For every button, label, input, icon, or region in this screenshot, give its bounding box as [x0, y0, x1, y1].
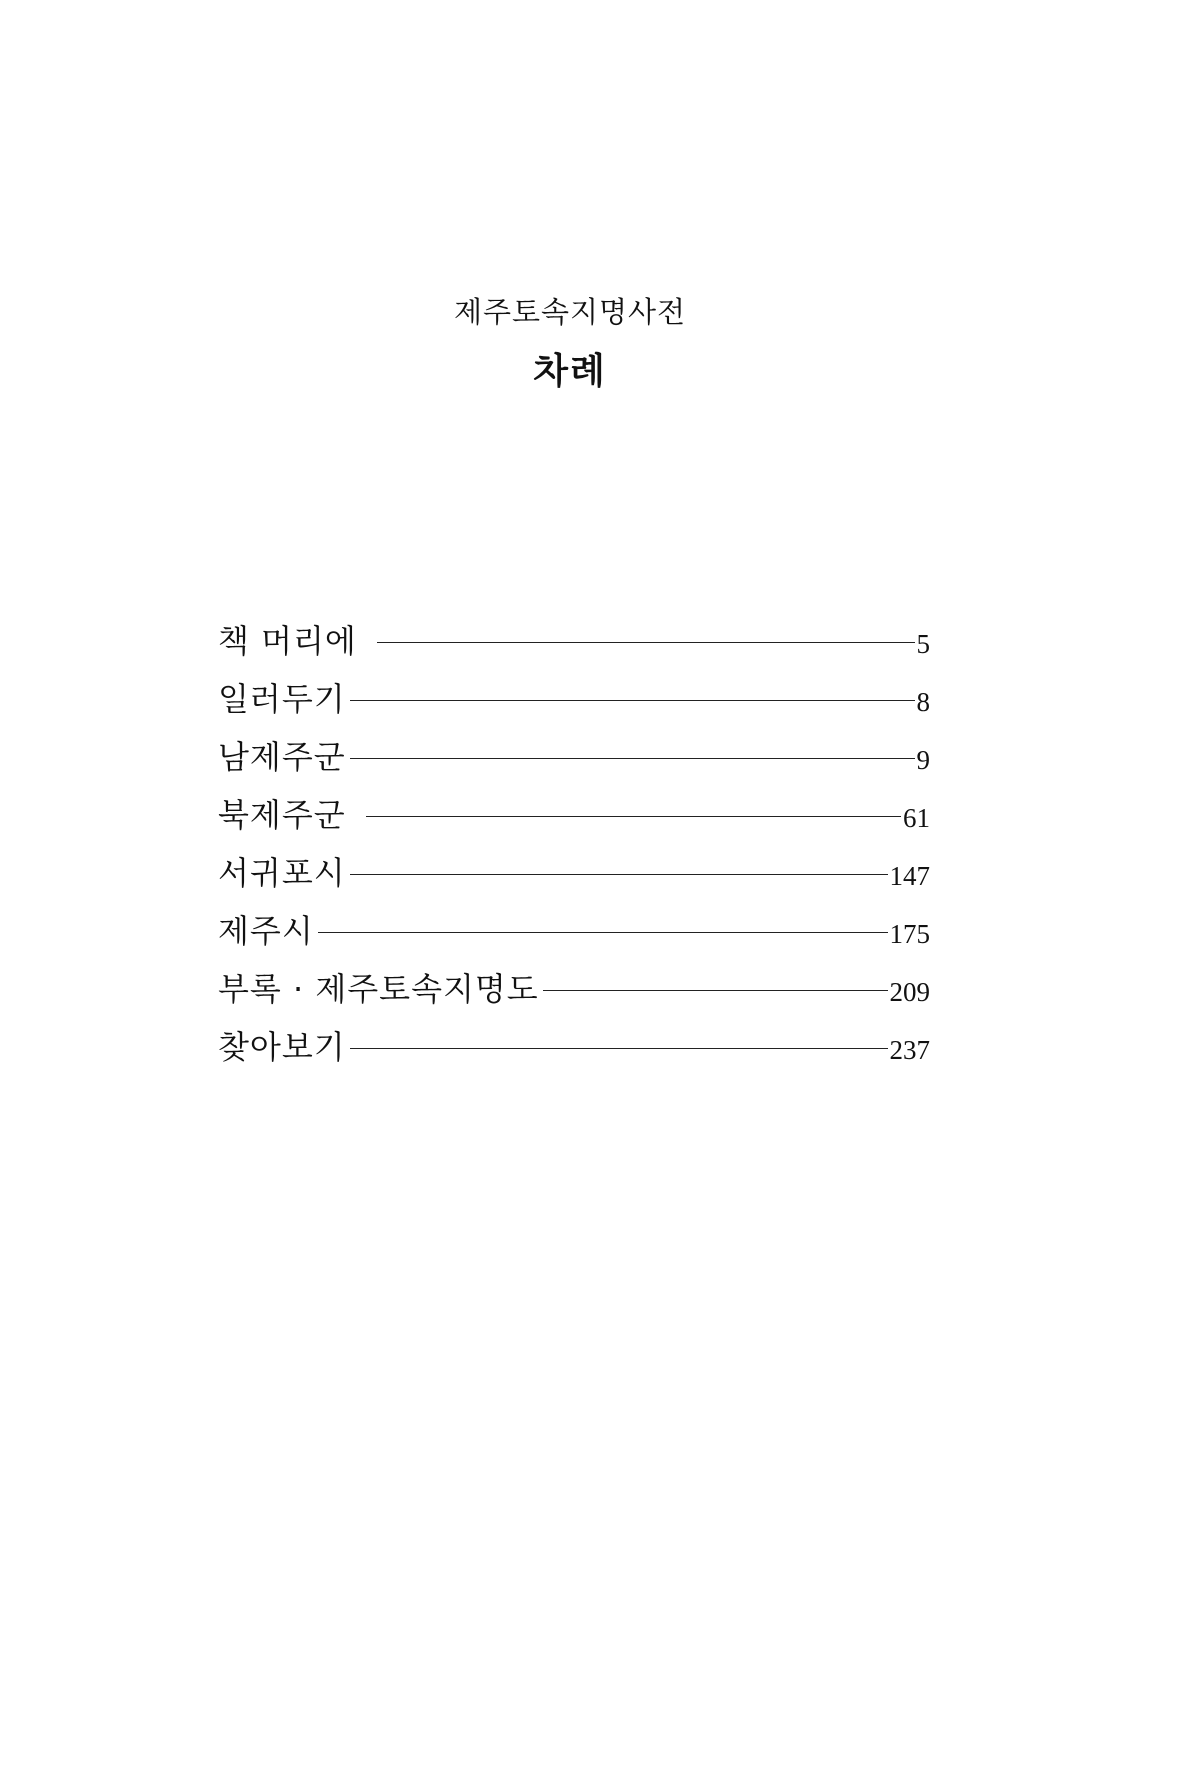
toc-entry-label: 제주시 — [218, 912, 314, 950]
toc-entry-label: 부록 · 제주토속지명도 — [218, 970, 539, 1008]
toc-entry-seogwipo-si — [218, 842, 930, 900]
toc-entry-page: 147 — [889, 860, 930, 891]
toc-entry-index — [218, 1016, 930, 1074]
toc-entry-bukjeju-gun — [218, 784, 930, 842]
toc-entry-page: 209 — [889, 976, 930, 1007]
toc-entry-namjeju-gun — [218, 726, 930, 784]
toc-entry-preface — [218, 610, 930, 668]
toc-entry-appendix-map — [218, 958, 930, 1016]
toc-leader-line — [318, 932, 888, 933]
toc-entry-label: 북제주군 — [218, 796, 346, 834]
toc-entry-label: 찾아보기 — [218, 1028, 346, 1066]
toc-leader-line — [543, 990, 888, 991]
toc-entry-explanatory-notes — [218, 668, 930, 726]
toc-entry-jeju-si — [218, 900, 930, 958]
table-of-contents — [218, 610, 930, 1074]
toc-leader-line — [350, 1048, 888, 1049]
table-of-contents-heading: 차례 — [533, 351, 607, 392]
toc-entry-label: 남제주군 — [218, 738, 346, 776]
toc-entry-page: 8 — [916, 686, 930, 717]
toc-leader-line — [350, 700, 915, 701]
toc-entry-page: 9 — [916, 744, 930, 775]
toc-leader-line — [350, 758, 915, 759]
toc-entry-page: 237 — [889, 1034, 930, 1065]
toc-leader-line — [350, 874, 888, 875]
toc-entry-page: 175 — [889, 918, 930, 949]
toc-entry-label: 책 머리에 — [218, 622, 357, 660]
book-title: 제주토속지명사전 — [453, 295, 687, 329]
toc-entry-label: 서귀포시 — [218, 854, 346, 892]
toc-entry-page: 61 — [903, 802, 930, 833]
toc-entry-page: 5 — [916, 628, 930, 659]
toc-leader-line — [366, 816, 901, 817]
toc-leader-line — [377, 642, 915, 643]
toc-entry-label: 일러두기 — [218, 680, 346, 718]
